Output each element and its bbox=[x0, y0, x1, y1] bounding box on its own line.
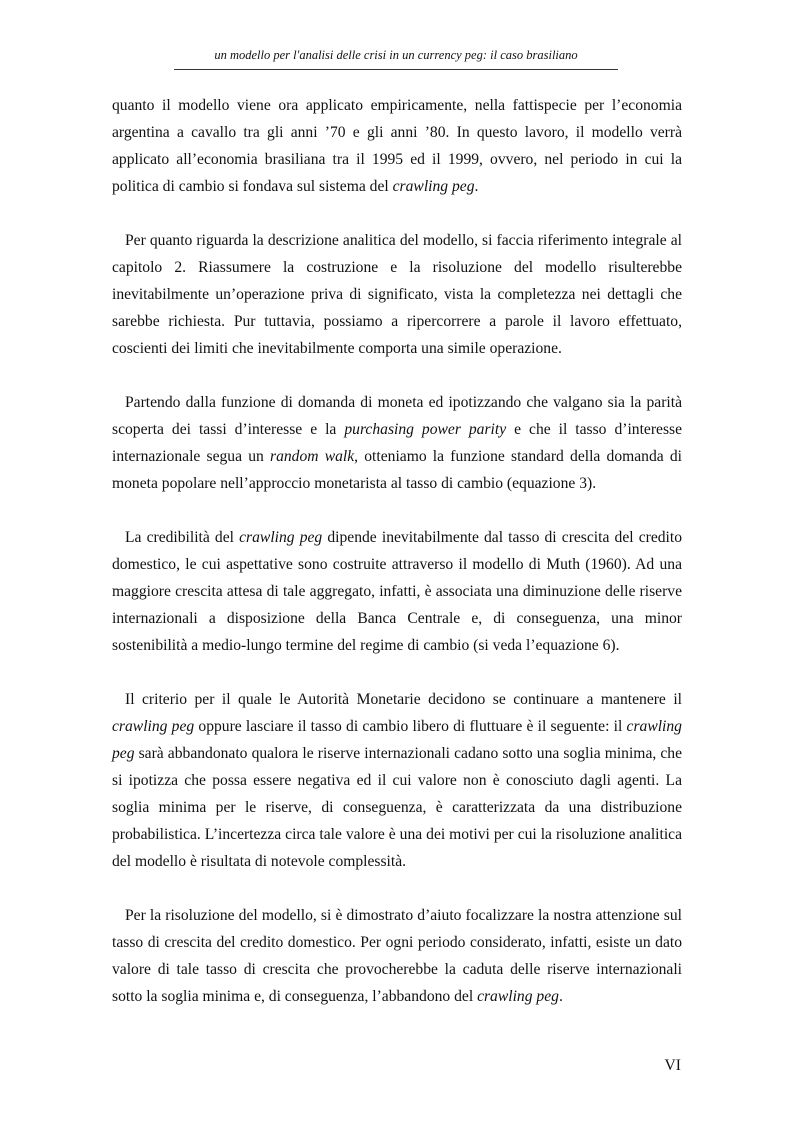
italic-term: crawling peg bbox=[477, 988, 559, 1005]
text-run: Il criterio per il quale le Autorità Monetarie decidono se continuare a mantenere il bbox=[125, 691, 682, 708]
page-number: VI bbox=[664, 1057, 681, 1074]
italic-term: crawling peg bbox=[112, 718, 682, 762]
text-run: , otteniamo la funzione standard della domanda di moneta popolare nell’approccio monetarista al tasso di cambio (equazione 3). bbox=[112, 448, 682, 492]
text-run: e che il tasso d’interesse internazionale segua un bbox=[112, 421, 683, 465]
paragraph-3 bbox=[112, 389, 682, 497]
paragraph-6 bbox=[112, 902, 682, 1010]
body-text bbox=[112, 92, 682, 1037]
paragraph-1 bbox=[112, 92, 682, 200]
header-divider bbox=[174, 69, 618, 70]
text-run: Partendo dalla funzione di domanda di moneta ed ipotizzando che valgano sia la parità scoperta dei tassi d’interesse e la bbox=[112, 394, 682, 438]
text-run: oppure lasciare il tasso di cambio libero di fluttuare è il seguente: il bbox=[194, 718, 627, 735]
paragraph-2: Per quanto riguarda la descrizione analitica del modello, si faccia riferimento integrale al capitolo 2. Riassumere la costruzione e la risoluzione del modello risulterebbe inevitabilmente un’operazione priva di significato, vista la completezza nei dettagli che sarebbe richiesta. Pur tuttavia, possiamo a ripercorrere a parole il lavoro effettuato, coscienti dei limiti che inevitabilmente comporta una simile operazione. bbox=[112, 232, 682, 357]
text-run: sarà abbandonato qualora le riserve internazionali cadano sotto una soglia minima, che si ipotizza che possa essere negativa ed il cui valore non è conosciuto dagli agenti. La soglia minima per le riserve, di conseguenza, è caratterizzata da una distribuzione probabilistica. L’incertezza circa tale valore è una dei motivi per cui la risoluzione analitica del modello è risultata di notevole complessità. bbox=[112, 745, 682, 870]
text-run: dipende inevitabilmente dal tasso di crescita del credito domestico, le cui aspettative sono costruite attraverso il modello di Muth (1960). Ad una maggiore crescita attesa di tale aggregato, infatti, è associata una diminuzione delle riserve internazionali a disposizione della Banca Centrale e, di conseguenza, una minor sostenibilità a medio-lungo termine del regime di cambio (si veda l’equazione 6). bbox=[112, 529, 682, 654]
italic-term: purchasing power parity bbox=[344, 421, 507, 438]
paragraph-4 bbox=[112, 524, 682, 659]
text-run: . bbox=[474, 178, 479, 195]
italic-term: crawling peg bbox=[392, 178, 475, 195]
italic-term: random walk bbox=[270, 448, 355, 465]
paragraph-5 bbox=[112, 686, 682, 875]
text-run: quanto il modello viene ora applicato empiricamente, nella fattispecie per l’economia argentina a cavallo tra gli anni ’70 e gli anni ’80. In questo lavoro, il modello verrà applicato all’economia brasiliana tra il 1995 ed il 1999, ovvero, nel periodo in cui la politica di cambio si fondava sul sistema del bbox=[112, 97, 682, 195]
text-run: . bbox=[558, 988, 563, 1005]
text-run: Per la risoluzione del modello, si è dimostrato d’aiuto focalizzare la nostra attenzione sul tasso di crescita del credito domestico. Per ogni periodo considerato, infatti, esiste un dato valore di tale tasso di crescita che provocherebbe la caduta delle riserve internazionali sotto la soglia minima e, di conseguenza, l’abbandono del bbox=[112, 907, 682, 1005]
italic-term: crawling peg bbox=[239, 529, 323, 546]
italic-term: crawling peg bbox=[112, 718, 195, 735]
text-run: La credibilità del bbox=[125, 529, 240, 546]
running-header: un modello per l'analisi delle crisi in un currency peg: il caso brasiliano bbox=[214, 48, 578, 62]
